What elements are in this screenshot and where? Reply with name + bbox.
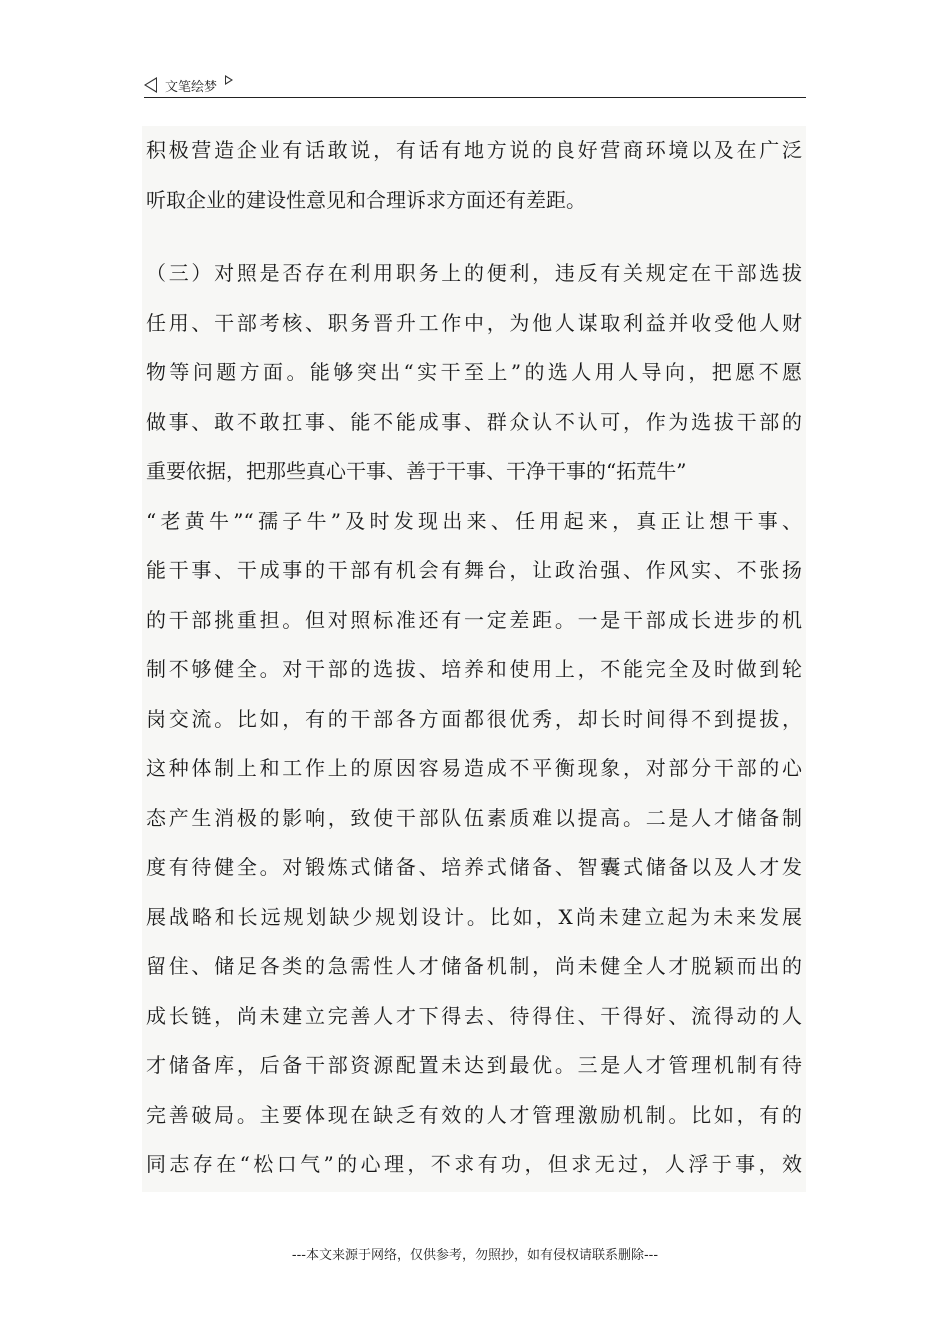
text-line: 任用、干部考核、职务晋升工作中，为他人谋取利益并收受他人财	[146, 310, 802, 335]
text-line: 重要依据，把那些真心干事、善于干事、干净干事的“拓荒牛”	[146, 459, 687, 483]
triangle-left-icon	[144, 77, 157, 93]
paragraph-2	[142, 249, 806, 1190]
text-line: 完善破局。主要体现在缺乏有效的人才管理激励机制。比如，有的	[146, 1102, 802, 1127]
text-line: 物等问题方面。能够突出“实干至上”的选人用人导向，把愿不愿	[146, 360, 802, 384]
text-line: （三）对照是否存在利用职务上的便利，违反有关规定在干部选拔	[146, 261, 802, 285]
triangle-right-icon	[225, 75, 233, 85]
text-line: 才储备库，后备干部资源配置未达到最优。三是人才管理机制有待	[146, 1053, 802, 1077]
text-line: 这种体制上和工作上的原因容易造成不平衡现象，对部分干部的心	[146, 756, 802, 780]
text-line: 态产生消极的影响，致使干部队伍素质难以提高。二是人才储备制	[146, 805, 802, 830]
page-footer: ---本文来源于网络，仅供参考，勿照抄，如有侵权请联系删除---	[291, 1248, 659, 1263]
text-line: 的干部挑重担。但对照标准还有一定差距。一是干部成长进步的机	[146, 607, 802, 632]
text-line: 岗交流。比如，有的干部各方面都很优秀，却长时间得不到提拔，	[146, 706, 802, 731]
text-line: 听取企业的建设性意见和合理诉求方面还有差距。	[146, 187, 586, 212]
text-line: 同志存在“松口气”的心理，不求有功，但求无过，人浮于事，效	[146, 1152, 802, 1176]
header-title: 文笔绘梦	[165, 79, 218, 95]
text-line: 能干事、干成事的干部有机会有舞台，让政治强、作风实、不张扬	[146, 558, 802, 582]
text-line: 度有待健全。对锻炼式储备、培养式储备、智囊式储备以及人才发	[146, 855, 802, 879]
text-line: 做事、敢不敢扛事、能不能成事、群众认不认可，作为选拔干部的	[146, 409, 802, 434]
paragraph-1	[142, 126, 806, 225]
text-line: 制不够健全。对干部的选拔、培养和使用上，不能完全及时做到轮	[146, 657, 802, 681]
text-line: 展战略和长远规划缺少规划设计。比如，X尚未建立起为未来发展	[146, 904, 802, 929]
document-body	[142, 126, 806, 1192]
text-line: 积极营造企业有话敢说，有话有地方说的良好营商环境以及在广泛	[146, 138, 802, 162]
text-line: 留住、储足各类的急需性人才储备机制，尚未健全人才脱颖而出的	[146, 954, 802, 978]
text-line: 成长链，尚未建立完善人才下得去、待得住、干得好、流得动的人	[146, 1003, 802, 1028]
text-line: “老黄牛”“孺子牛”及时发现出来、任用起来，真正让想干事、	[146, 508, 802, 533]
page-header	[144, 74, 233, 96]
header-rule	[144, 97, 806, 98]
